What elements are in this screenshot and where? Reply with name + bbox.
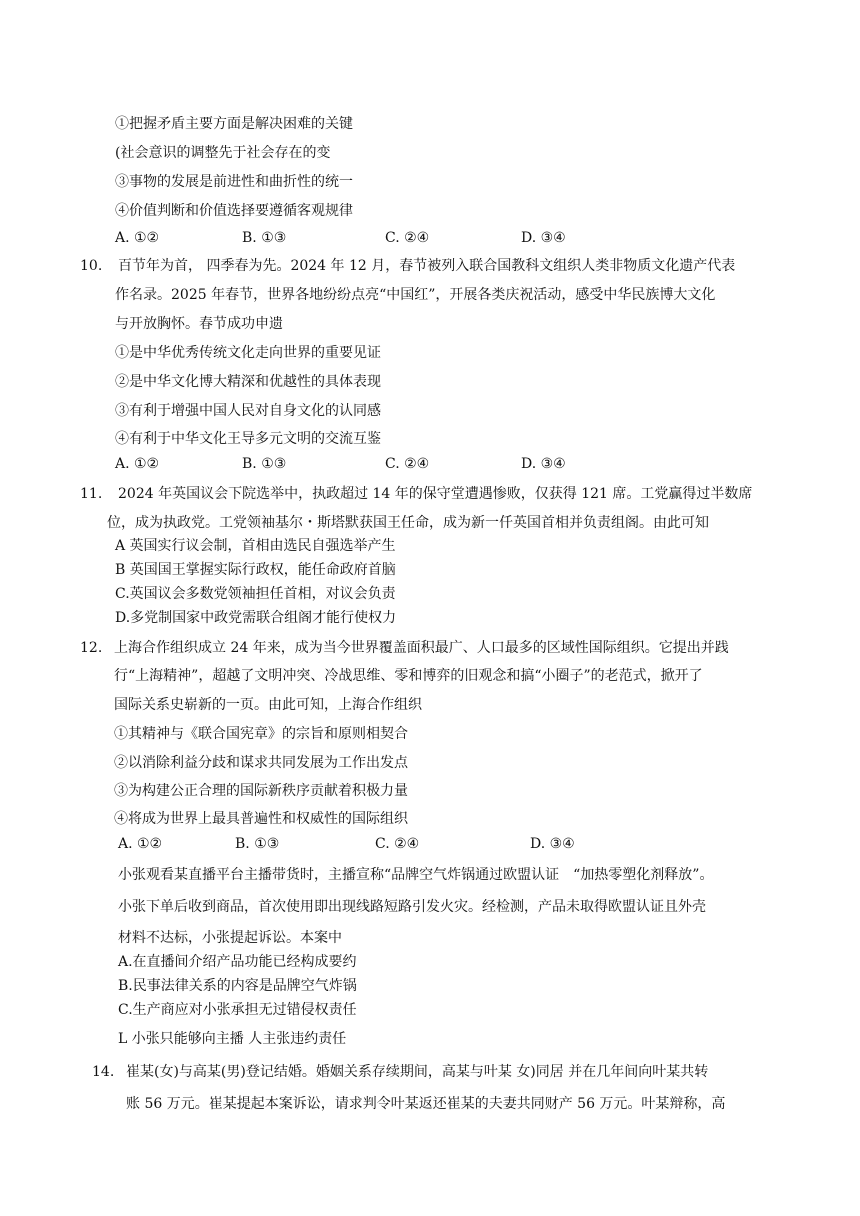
q12-option-d: D. ③④ xyxy=(530,836,575,852)
q10-item-2: ②是中华文化博大精深和优越性的具体表现 xyxy=(115,374,381,390)
q9-option-b: B. ①③ xyxy=(242,230,287,246)
q12-option-b: B. ①③ xyxy=(235,836,280,852)
q13-option-d: L 小张只能够向主播 人主张违约责任 xyxy=(118,1031,347,1047)
q10-number: 10. xyxy=(80,258,103,274)
q11-stem-line-1: 2024 年英国议会下院选举中，执政超过 14 年的保守堂遭遇惨败，仅获得 121 席。工党赢得过半数席 xyxy=(118,486,753,502)
q12-option-a: A. ①② xyxy=(118,836,163,852)
q12-item-4: ④将成为世界上最具普遍性和权威性的国际组织 xyxy=(114,811,408,827)
q11-option-c: C.英国议会多数党领袖担任首相，对议会负责 xyxy=(115,586,396,602)
q10-stem-line-2: 作名录。2025 年春节，世界各地纷纷点亮“中国红”，开展各类庆祝活动，感受中华民族博大文化 xyxy=(115,287,716,303)
q11-option-a: A 英国实行议会制，首相由选民自强选举产生 xyxy=(115,538,396,554)
q12-item-3: ③为构建公正合理的国际新秩序贡献着积极力量 xyxy=(114,783,408,799)
q12-stem-line-3: 国际关系史崭新的一页。由此可知，上海合作组织 xyxy=(114,697,422,713)
q13-option-c: C.生产商应对小张承担无过错侵权责任 xyxy=(118,1002,357,1018)
q12-item-1: ①其精神与《联合国宪章》的宗旨和原则相契合 xyxy=(114,726,408,742)
q10-stem-line-3: 与开放胸怀。春节成功申遗 xyxy=(115,316,283,332)
q14-stem-line-1: 崔某(女)与高某(男)登记结婚。婚姻关系存续期间，高某与叶某 女)同居 并在几年间向叶某共转 xyxy=(126,1064,709,1080)
q13-option-b: B.民事法律关系的内容是品牌空气炸锅 xyxy=(118,978,357,994)
q12-stem-line-1: 上海合作组织成立 24 年来，成为当今世界覆盖面积最广、人口最多的区域性国际组织。它提出并践 xyxy=(114,640,729,656)
q10-item-4: ④有利于中华文化王导多元文明的交流互鉴 xyxy=(115,431,381,447)
q10-option-b: B. ①③ xyxy=(242,456,287,472)
q10-stem-line-1: 百节年为首， 四季春为先。2024 年 12 月，春节被列入联合国教科文组织人类非物质文化遗产代表 xyxy=(118,258,736,274)
q9-item-2: (社会意识的调整先于社会存在的变 xyxy=(115,145,331,161)
q9-item-4: ④价值判断和价值选择要遵循客观规律 xyxy=(115,203,353,219)
q14-stem-line-2: 账 56 万元。崔某提起本案诉讼，请求判令叶某返还崔某的夫妻共同财产 56 万元。叶某辩称，高 xyxy=(126,1096,726,1112)
q13-option-a: A.在直播间介绍产品功能已经构成要约 xyxy=(118,954,357,970)
q12-item-2: ②以消除利益分歧和谋求共同发展为工作出发点 xyxy=(114,755,408,771)
q12-stem-line-2: 行“上海精神”，超越了文明冲突、冷战思维、零和博弈的旧观念和搞“小圈子”的老范式，掀开了 xyxy=(114,668,703,684)
q10-option-a: A. ①② xyxy=(115,456,160,472)
q10-item-3: ③有利于增强中国人民对自身文化的认同感 xyxy=(115,403,381,419)
q10-item-1: ①是中华优秀传统文化走向世界的重要见证 xyxy=(115,345,381,361)
q9-option-a: A. ①② xyxy=(115,230,160,246)
q12-number: 12. xyxy=(80,640,103,656)
q11-stem-line-2: 位，成为执政党。工党领袖基尔・斯塔默获国王任命，成为新一仟英国首相并负责组阁。由此可知 xyxy=(107,515,709,531)
q9-item-1: ①把握矛盾主要方面是解决困难的关键 xyxy=(115,116,353,132)
q12-option-c: C. ②④ xyxy=(375,836,420,852)
q14-number: 14. xyxy=(92,1064,115,1080)
q10-option-c: C. ②④ xyxy=(385,456,430,472)
q13-stem-line-1: 小张观看某直播平台主播带货时，主播宣称“品牌空气炸锅通过欧盟认证 “加热零塑化剂释放”。 xyxy=(118,867,714,883)
q10-option-d: D. ③④ xyxy=(521,456,566,472)
q9-option-c: C. ②④ xyxy=(385,230,430,246)
q9-item-3: ③事物的发展是前进性和曲折性的统一 xyxy=(115,174,353,190)
q9-option-d: D. ③④ xyxy=(521,230,566,246)
q11-option-d: D.多党制国家中政党需联合组阁才能行使权力 xyxy=(115,610,397,626)
q11-option-b: B 英国国王掌握实际行政权，能任命政府首脑 xyxy=(115,562,396,578)
q11-number: 11. xyxy=(80,486,103,502)
q13-stem-line-2: 小张下单后收到商品，首次使用即出现线路短路引发火灾。经检测，产品未取得欧盟认证且外壳 xyxy=(118,899,706,915)
q13-stem-line-3: 材料不达标，小张提起诉讼。本案中 xyxy=(118,930,342,946)
